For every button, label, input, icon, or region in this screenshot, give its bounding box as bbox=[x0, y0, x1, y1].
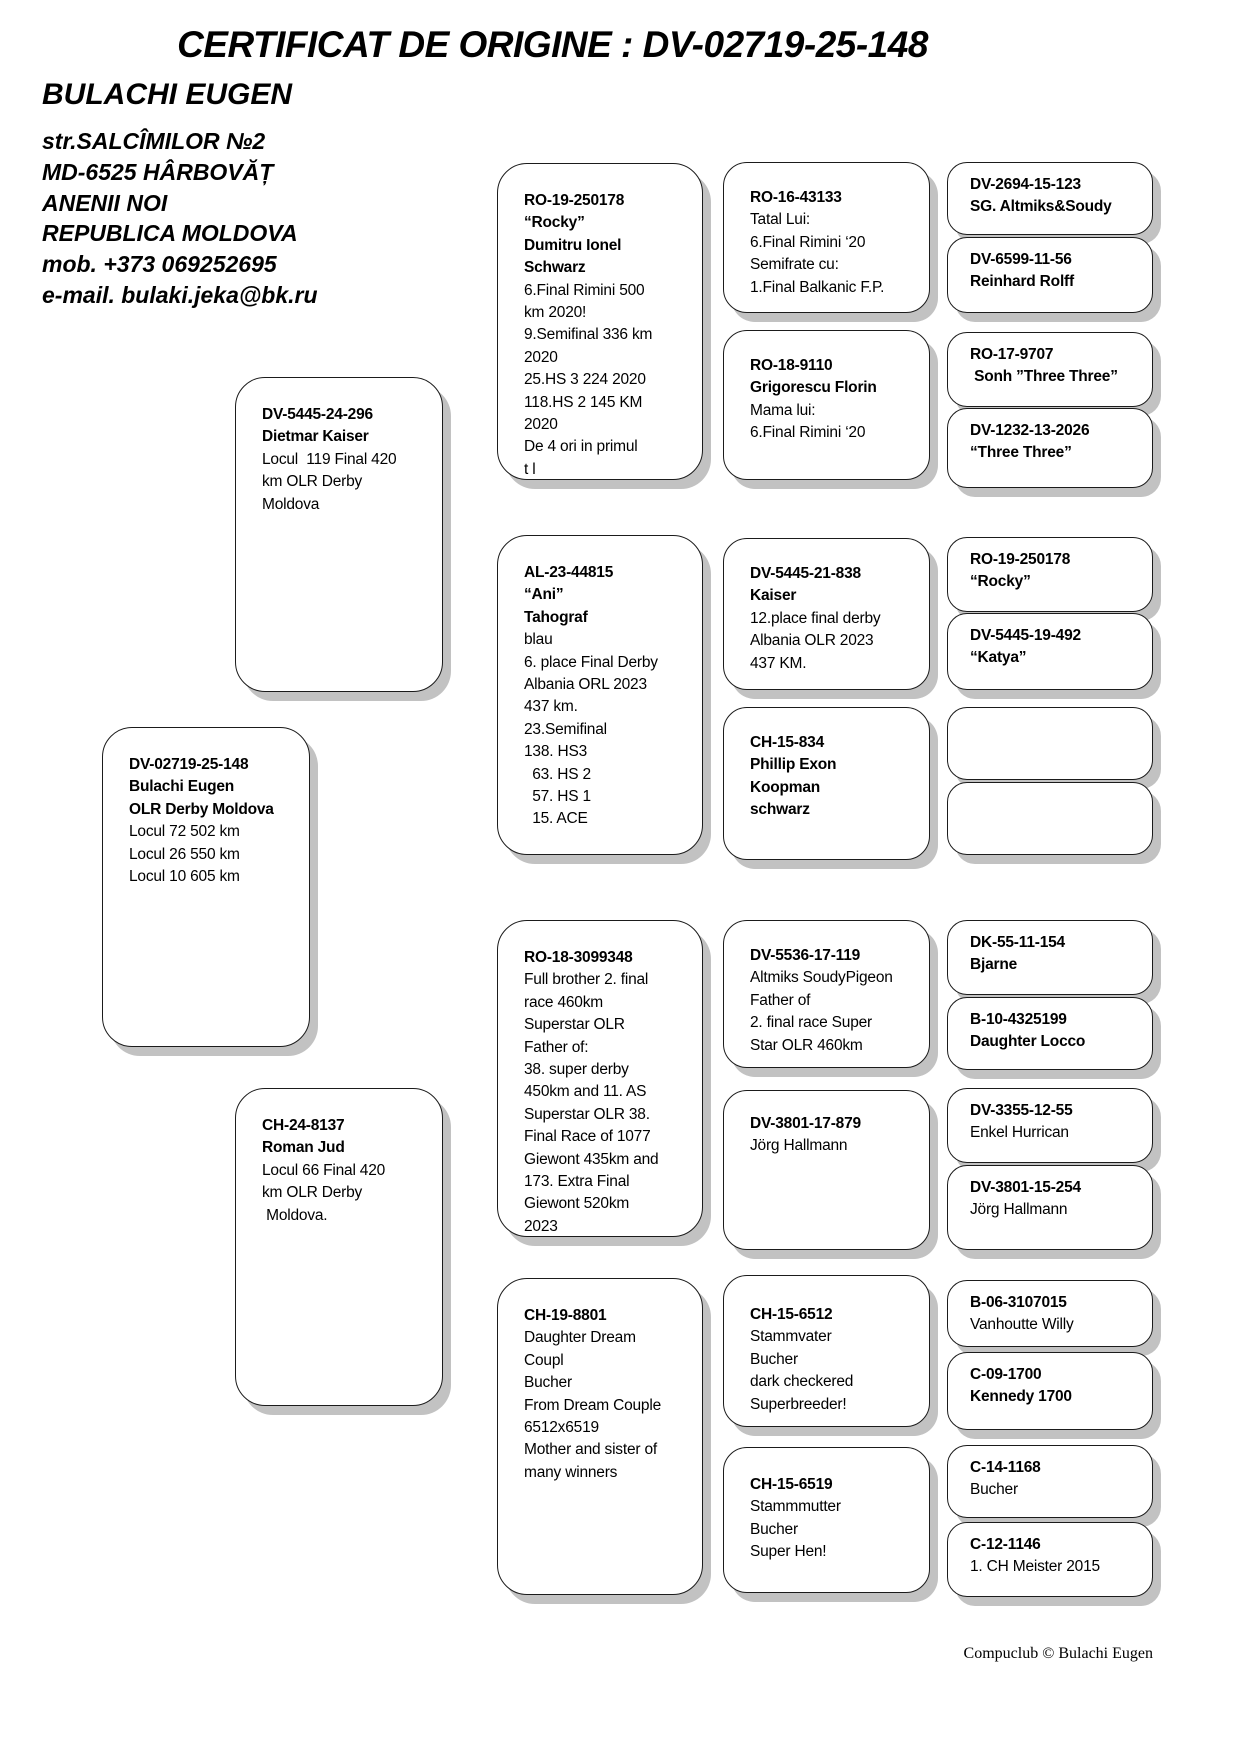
box-line: Mother and sister of bbox=[524, 1441, 657, 1459]
box-line: Father of: bbox=[524, 1038, 589, 1056]
box-line: 38. super derby bbox=[524, 1061, 629, 1079]
ring-number: DV-5445-21-838 bbox=[750, 565, 861, 582]
box-line: 6.Final Rimini ‘20 bbox=[750, 233, 866, 251]
box-line: “Three Three” bbox=[970, 444, 1072, 462]
owner-block bbox=[42, 78, 318, 311]
pedigree-box-ro-18-9110 bbox=[723, 330, 930, 480]
box-line: Albania ORL 2023 bbox=[524, 676, 647, 694]
box-line: Jörg Hallmann bbox=[750, 1137, 848, 1155]
box-line: Superstar OLR 38. bbox=[524, 1105, 650, 1123]
box-line: Locul 10 605 km bbox=[129, 868, 240, 886]
box-line: SG. Altmiks&Soudy bbox=[970, 198, 1112, 216]
box-line: 6.Final Rimini 500 bbox=[524, 281, 645, 299]
pedigree-box-dv-5445-24-296 bbox=[235, 377, 443, 692]
box-line-truncated: t l bbox=[524, 460, 536, 478]
box-line: km OLR Derby bbox=[262, 1184, 363, 1202]
box-line: From Dream Couple bbox=[524, 1396, 662, 1414]
box-line: 23.Semifinal bbox=[524, 720, 607, 738]
box-line: 57. HS 1 bbox=[524, 788, 591, 806]
box-line: Kennedy 1700 bbox=[970, 1388, 1072, 1406]
box-line: Stammvater bbox=[750, 1328, 832, 1346]
box-line: km 2020! bbox=[524, 304, 587, 322]
ring-number: DV-02719-25-148 bbox=[129, 756, 249, 773]
ring-number: RO-19-250178 bbox=[970, 551, 1071, 568]
pedigree-box-ch-19-8801 bbox=[497, 1278, 703, 1595]
pedigree-box-dv-6599-11-56 bbox=[947, 237, 1153, 313]
box-line: Grigorescu Florin bbox=[750, 379, 877, 397]
ring-number: DV-5445-19-492 bbox=[970, 627, 1081, 644]
ring-number: CH-19-8801 bbox=[524, 1307, 607, 1324]
pedigree-box-ro-17-9707 bbox=[947, 332, 1153, 407]
ring-number: DV-3355-12-55 bbox=[970, 1102, 1073, 1119]
box-line: dark checkered bbox=[750, 1373, 854, 1391]
box-line: Schwarz bbox=[524, 259, 586, 277]
box-line: Father of bbox=[750, 991, 811, 1009]
box-line: 173. Extra Final bbox=[524, 1173, 630, 1191]
box-line: Full brother 2. final bbox=[524, 971, 649, 989]
box-line: 118.HS 2 145 KM bbox=[524, 393, 643, 411]
footer-credit: Compuclub © Bulachi Eugen bbox=[963, 1645, 1153, 1662]
box-line: Daughter Dream bbox=[524, 1329, 636, 1347]
pedigree-box-empty-2 bbox=[947, 782, 1153, 855]
box-line: 1. CH Meister 2015 bbox=[970, 1558, 1100, 1576]
box-line: Bucher bbox=[970, 1481, 1018, 1499]
ring-number: B-10-4325199 bbox=[970, 1011, 1067, 1028]
ring-number: RO-17-9707 bbox=[970, 346, 1054, 363]
pedigree-box-dv-5445-21-838 bbox=[723, 538, 930, 690]
box-line: Superstar OLR bbox=[524, 1016, 625, 1034]
pedigree-box-al-23-44815 bbox=[497, 535, 703, 855]
box-line: Bjarne bbox=[970, 956, 1018, 974]
box-line: De 4 ori in primul bbox=[524, 438, 638, 456]
pedigree-box-ro-19-250178-small bbox=[947, 537, 1153, 612]
box-line: 2020 bbox=[524, 416, 558, 434]
box-line: Star OLR 460km bbox=[750, 1036, 863, 1054]
ring-number: AL-23-44815 bbox=[524, 564, 614, 581]
box-line: Super Hen! bbox=[750, 1543, 827, 1561]
box-line: 2020 bbox=[524, 348, 558, 366]
box-line: Tahograf bbox=[524, 608, 588, 626]
pedigree-box-ro-16-43133 bbox=[723, 162, 930, 313]
box-line: Locul 66 Final 420 bbox=[262, 1161, 386, 1179]
ring-number: DV-5536-17-119 bbox=[750, 947, 861, 964]
box-line: “Rocky” bbox=[970, 573, 1031, 591]
box-line: 6.Final Rimini ‘20 bbox=[750, 424, 866, 442]
box-line: 437 km. bbox=[524, 698, 578, 716]
box-line: race 460km bbox=[524, 993, 603, 1011]
box-line: 15. ACE bbox=[524, 810, 588, 828]
box-line: “Rocky” bbox=[524, 214, 585, 232]
owner-address-line: str.SALCÎMILOR №2 bbox=[42, 128, 266, 154]
pedigree-box-ro-19-250178 bbox=[497, 163, 703, 480]
ring-number: C-14-1168 bbox=[970, 1459, 1041, 1476]
pedigree-box-dv-02719-25-148 bbox=[102, 727, 310, 1047]
box-line: Roman Jud bbox=[262, 1139, 345, 1157]
owner-phone: mob. +373 069252695 bbox=[42, 251, 277, 278]
box-line: 6512x6519 bbox=[524, 1419, 599, 1437]
box-line: Albania OLR 2023 bbox=[750, 632, 874, 650]
owner-address-line: ANENII NOI bbox=[42, 189, 168, 216]
box-line: Semifrate cu: bbox=[750, 256, 839, 274]
box-line: Giewont 435km and bbox=[524, 1150, 659, 1168]
box-line: Bucher bbox=[750, 1350, 798, 1368]
owner-address-line: MD-6525 HÂRBOVĂȚ bbox=[42, 158, 274, 185]
ring-number: RO-16-43133 bbox=[750, 189, 842, 206]
box-line: Moldova. bbox=[262, 1206, 328, 1224]
ring-number: RO-18-9110 bbox=[750, 357, 833, 374]
pedigree-box-c-12-1146 bbox=[947, 1522, 1153, 1597]
pedigree-box-dk-55-11-154 bbox=[947, 920, 1153, 995]
box-line: 9.Semifinal 336 km bbox=[524, 326, 653, 344]
ring-number: DV-3801-17-879 bbox=[750, 1115, 861, 1132]
box-line: “Ani” bbox=[524, 586, 564, 604]
box-line: Sonh ”Three Three” bbox=[970, 368, 1118, 386]
box-line: 25.HS 3 224 2020 bbox=[524, 371, 646, 389]
pedigree-box-dv-3355-12-55 bbox=[947, 1088, 1153, 1163]
owner-name: BULACHI EUGEN bbox=[42, 78, 293, 111]
ring-number: DV-3801-15-254 bbox=[970, 1179, 1081, 1196]
pedigree-box-empty-1 bbox=[947, 707, 1153, 780]
pedigree-box-dv-5536-17-119 bbox=[723, 920, 930, 1068]
box-line: Mama lui: bbox=[750, 401, 816, 419]
box-line: Dumitru Ionel bbox=[524, 236, 622, 254]
box-line: Coupl bbox=[524, 1351, 564, 1369]
pedigree-box-dv-3801-15-254 bbox=[947, 1165, 1153, 1250]
pedigree-box-dv-3801-17-879 bbox=[723, 1090, 930, 1250]
ring-number: B-06-3107015 bbox=[970, 1294, 1067, 1311]
box-line: 1.Final Balkanic F.P. bbox=[750, 278, 885, 296]
pedigree-box-b-10-4325199 bbox=[947, 997, 1153, 1070]
ring-number: C-12-1146 bbox=[970, 1536, 1041, 1553]
box-line: Vanhoutte Willy bbox=[970, 1316, 1074, 1334]
box-line: Kaiser bbox=[750, 587, 797, 605]
box-line: Bulachi Eugen bbox=[129, 778, 235, 796]
page-title: CERTIFICAT DE ORIGINE : DV-02719-25-148 bbox=[177, 24, 928, 65]
owner-email: e-mail. bulaki.jeka@bk.ru bbox=[42, 281, 318, 308]
box-line: 63. HS 2 bbox=[524, 765, 591, 783]
pedigree-box-b-06-3107015 bbox=[947, 1280, 1153, 1347]
pedigree-box-c-09-1700 bbox=[947, 1352, 1153, 1430]
box-line: Altmiks SoudyPigeon bbox=[750, 969, 893, 987]
box-line: “Katya” bbox=[970, 649, 1027, 667]
pedigree-box-dv-2694-15-123 bbox=[947, 162, 1153, 235]
box-line: Stammmutter bbox=[750, 1498, 841, 1516]
pedigree-box-ch-24-8137 bbox=[235, 1088, 443, 1406]
box-line: Locul 26 550 km bbox=[129, 845, 240, 863]
box-line: 437 KM. bbox=[750, 654, 807, 672]
pedigree-box-dv-5445-19-492 bbox=[947, 613, 1153, 690]
pedigree-box-ro-18-3099348 bbox=[497, 920, 703, 1237]
box-line: Tatal Lui: bbox=[750, 211, 811, 229]
box-line: 138. HS3 bbox=[524, 743, 588, 761]
ring-number: RO-18-3099348 bbox=[524, 949, 633, 966]
box-line: Locul 119 Final 420 bbox=[262, 450, 397, 468]
ring-number: C-09-1700 bbox=[970, 1366, 1042, 1383]
box-line: Moldova bbox=[262, 495, 320, 513]
box-line: Koopman bbox=[750, 778, 821, 796]
box-line: Giewont 520km bbox=[524, 1195, 630, 1213]
pedigree-box-ch-15-6512 bbox=[723, 1275, 930, 1427]
box-line: Locul 72 502 km bbox=[129, 823, 240, 841]
box-line: Bucher bbox=[750, 1520, 798, 1538]
ring-number: CH-15-6512 bbox=[750, 1306, 833, 1323]
pedigree-box-ch-15-6519 bbox=[723, 1447, 930, 1593]
box-line: Enkel Hurrican bbox=[970, 1124, 1069, 1142]
box-line: 450km and 11. AS bbox=[524, 1083, 647, 1101]
pedigree-box-ch-15-834 bbox=[723, 707, 930, 860]
ring-number: DV-5445-24-296 bbox=[262, 406, 373, 423]
ring-number: DV-2694-15-123 bbox=[970, 176, 1081, 193]
box-line: km OLR Derby bbox=[262, 473, 363, 491]
owner-address-line: REPUBLICA MOLDOVA bbox=[42, 220, 298, 247]
box-line: Reinhard Rolff bbox=[970, 273, 1074, 291]
ring-number: RO-19-250178 bbox=[524, 192, 625, 209]
box-line: Final Race of 1077 bbox=[524, 1128, 651, 1146]
box-line: Superbreeder! bbox=[750, 1395, 847, 1413]
ring-number: DV-6599-11-56 bbox=[970, 251, 1072, 268]
box-line: blau bbox=[524, 631, 553, 649]
box-line: Phillip Exon bbox=[750, 756, 837, 774]
box-line: schwarz bbox=[750, 801, 810, 819]
box-line: Daughter Locco bbox=[970, 1033, 1086, 1051]
box-line-truncated: 2023 bbox=[524, 1217, 558, 1235]
pedigree-box-c-14-1168 bbox=[947, 1445, 1153, 1518]
ring-number: CH-15-834 bbox=[750, 734, 825, 751]
box-line: OLR Derby Moldova bbox=[129, 800, 274, 818]
box-line: 12.place final derby bbox=[750, 609, 881, 627]
pedigree-box-dv-1232-13-2026 bbox=[947, 408, 1153, 488]
ring-number: DK-55-11-154 bbox=[970, 934, 1065, 951]
ring-number: DV-1232-13-2026 bbox=[970, 422, 1090, 439]
ring-number: CH-24-8137 bbox=[262, 1117, 345, 1134]
box-line: 2. final race Super bbox=[750, 1014, 872, 1032]
box-line: 6. place Final Derby bbox=[524, 653, 658, 671]
box-line: many winners bbox=[524, 1463, 618, 1481]
box-line: Bucher bbox=[524, 1374, 572, 1392]
ring-number: CH-15-6519 bbox=[750, 1476, 833, 1493]
box-line: Jörg Hallmann bbox=[970, 1201, 1068, 1219]
box-line: Dietmar Kaiser bbox=[262, 428, 369, 446]
